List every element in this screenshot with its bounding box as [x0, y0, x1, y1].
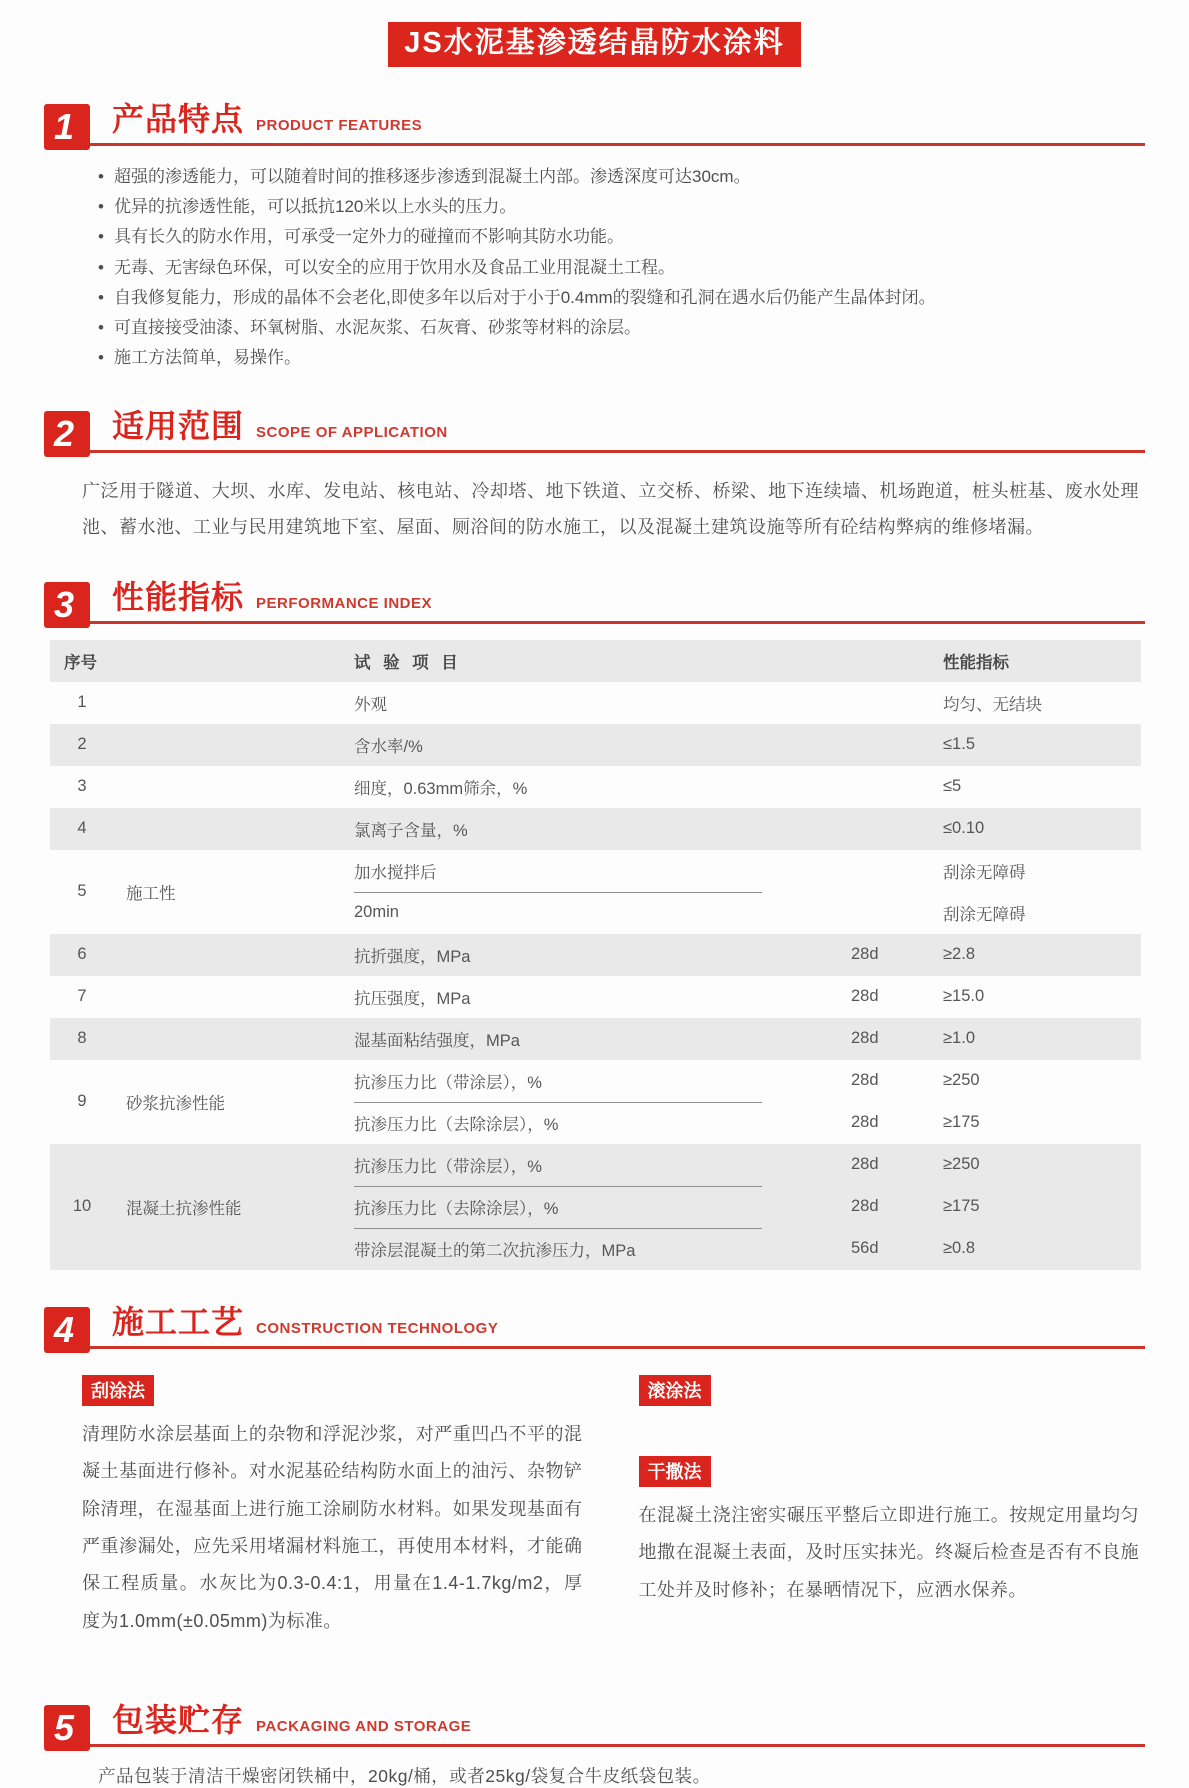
test-item-name: 外观: [354, 695, 387, 714]
method-block: [639, 1375, 1140, 1416]
section-number-2: 2: [44, 411, 90, 457]
feature-bullet: • 自我修复能力，形成的晶体不会老化,即使多年以后对于小于0.4mm的裂缝和孔洞在遇水后仍能产生晶体封闭。: [98, 283, 1141, 313]
row-items: [354, 1144, 1141, 1270]
row-no: 2: [77, 735, 87, 754]
row-category: [114, 976, 354, 1018]
test-item-age: [851, 778, 943, 796]
row-category: [114, 682, 354, 724]
row-sub-item: [354, 1228, 1141, 1270]
test-item-value: ≥175: [943, 1113, 980, 1132]
test-item-age: [851, 820, 943, 838]
method-badge: 干撒法: [639, 1456, 711, 1487]
table-header-row: [50, 640, 1141, 682]
row-items: [354, 724, 1141, 766]
table-row: [50, 808, 1141, 850]
section-header-performance: [44, 575, 1145, 624]
row-items: [354, 934, 1141, 976]
table-row: [50, 976, 1141, 1018]
row-items: [354, 1018, 1141, 1060]
test-item-value: ≤1.5: [943, 735, 975, 754]
test-item-age: [851, 862, 943, 880]
header-no: 序号: [64, 653, 97, 672]
test-item-age: 28d: [851, 945, 879, 964]
test-item-age: 28d: [851, 1113, 879, 1132]
section-number-5: 5: [44, 1705, 90, 1751]
row-sub-item: [354, 892, 1141, 934]
test-item-value: ≤5: [943, 777, 962, 796]
test-item-name: 细度，0.63mm筛余，%: [354, 779, 528, 798]
row-items: [354, 976, 1141, 1018]
test-item-value: ≥175: [943, 1197, 980, 1216]
test-item-value: ≥2.8: [943, 945, 975, 964]
row-no: 8: [77, 1029, 87, 1048]
section-subtitle-features: PRODUCT FEATURES: [256, 116, 423, 134]
row-sub-item: [354, 1144, 1141, 1186]
section-subtitle-scope: SCOPE OF APPLICATION: [256, 423, 448, 441]
row-category: 施工性: [126, 884, 176, 903]
test-item-value: ≥250: [943, 1155, 980, 1174]
section-header-features: [44, 97, 1145, 146]
row-category: [114, 808, 354, 850]
test-item-name: 20min: [354, 903, 399, 922]
test-item-value: ≥0.8: [943, 1239, 975, 1258]
test-item-age: 28d: [851, 1029, 879, 1048]
test-item-value: ≤0.10: [943, 819, 985, 838]
row-no: 3: [77, 777, 87, 796]
row-items: [354, 1060, 1141, 1144]
test-item-age: [851, 736, 943, 754]
feature-bullet: • 具有长久的防水作用，可承受一定外力的碰撞而不影响其防水功能。: [98, 222, 1141, 252]
header-item: 试 验 项 目: [354, 653, 462, 672]
table-row: [50, 934, 1141, 976]
test-item-name: 抗渗压力比（带涂层），%: [354, 1060, 851, 1102]
test-item-name: 抗渗压力比（去除涂层），%: [354, 1186, 851, 1228]
test-item-value: 刮涂无障碍: [943, 863, 1026, 882]
test-item-age: 28d: [851, 1071, 879, 1090]
row-category: 砂浆抗渗性能: [126, 1094, 225, 1113]
test-item-name: 抗压强度，MPa: [354, 989, 471, 1008]
section-subtitle-construction: CONSTRUCTION TECHNOLOGY: [256, 1319, 499, 1337]
feature-bullet: • 可直接接受油漆、环氧树脂、水泥灰浆、石灰膏、砂浆等材料的涂层。: [98, 313, 1141, 343]
test-item-age: 28d: [851, 1155, 879, 1174]
page-title: JS水泥基渗透结晶防水涂料: [388, 22, 800, 67]
table-row: [50, 1060, 1141, 1144]
test-item-age: 56d: [851, 1239, 879, 1258]
test-item-value: 刮涂无障碍: [943, 905, 1026, 924]
test-item-age: [851, 904, 943, 922]
construction-methods: [82, 1375, 1139, 1669]
test-item-name: 抗渗压力比（去除涂层），%: [354, 1115, 559, 1134]
section-subtitle-performance: PERFORMANCE INDEX: [256, 594, 433, 612]
section-header-packaging: [44, 1698, 1145, 1747]
row-sub-item: [354, 682, 1141, 724]
packaging-paragraph: 产品包装于清洁干燥密闭铁桶中，20kg/桶，或者25kg/袋复合牛皮纸袋包装。: [98, 1766, 711, 1787]
test-item-value: ≥15.0: [943, 987, 985, 1006]
performance-table: [50, 640, 1141, 1270]
feature-bullet: • 施工方法简单，易操作。: [98, 343, 1141, 373]
row-category: [114, 724, 354, 766]
method-block: [82, 1375, 583, 1641]
table-row: [50, 1144, 1141, 1270]
section-title-features: 产品特点: [112, 100, 245, 137]
section-title-performance: 性能指标: [112, 578, 245, 615]
row-sub-item: [354, 934, 1141, 976]
table-row: [50, 1018, 1141, 1060]
scope-paragraph: 广泛用于隧道、大坝、水库、发电站、核电站、冷却塔、地下铁道、立交桥、桥梁、地下连续墙、机场跑道，桩头桩基、废水处理池、蓄水池、工业与民用建筑地下室、屋面、厕浴间的防水施工，以及混凝土建筑设施等所有砼结构弊病的维修堵漏。: [82, 480, 1139, 537]
row-no: 10: [72, 1197, 92, 1216]
row-items: [354, 682, 1141, 724]
section-number-1: 1: [44, 104, 90, 150]
row-no: 6: [77, 945, 87, 964]
section-number-4: 4: [44, 1307, 90, 1353]
table-row: [50, 850, 1141, 934]
table-row: [50, 766, 1141, 808]
test-item-age: 28d: [851, 1197, 879, 1216]
feature-bullet: • 超强的渗透能力，可以随着时间的推移逐步渗透到混凝土内部。渗透深度可达30cm。: [98, 162, 1141, 192]
section-header-scope: [44, 404, 1145, 453]
row-category: [114, 766, 354, 808]
test-item-name: 氯离子含量，%: [354, 821, 468, 840]
features-list: [98, 162, 1141, 374]
row-sub-item: [354, 808, 1141, 850]
test-item-name: 含水率/%: [354, 737, 423, 756]
test-item-age: [851, 694, 943, 712]
title-wrap: [0, 22, 1189, 67]
row-no: 4: [77, 819, 87, 838]
method-badge: 刮涂法: [82, 1375, 154, 1406]
row-category: 混凝土抗渗性能: [126, 1199, 242, 1218]
row-no: 9: [77, 1092, 87, 1111]
row-sub-item: [354, 766, 1141, 808]
test-item-value: ≥1.0: [943, 1029, 975, 1048]
row-category: [114, 1018, 354, 1060]
table-row: [50, 682, 1141, 724]
test-item-value: 均匀、无结块: [943, 695, 1042, 714]
feature-bullet: • 无毒、无害绿色环保，可以安全的应用于饮用水及食品工业用混凝土工程。: [98, 253, 1141, 283]
header-age-spacer: [851, 652, 943, 670]
row-sub-item: [354, 1186, 1141, 1228]
header-cat-spacer: [114, 640, 354, 682]
section-title-construction: 施工工艺: [112, 1303, 245, 1340]
row-no: 1: [77, 693, 87, 712]
row-sub-item: [354, 976, 1141, 1018]
row-items: [354, 850, 1141, 934]
row-sub-item: [354, 850, 1141, 892]
section-title-scope: 适用范围: [112, 407, 245, 444]
feature-bullet: • 优异的抗渗透性能，可以抵抗120米以上水头的压力。: [98, 192, 1141, 222]
row-sub-item: [354, 1102, 1141, 1144]
methods-column-left: [82, 1375, 583, 1669]
section-subtitle-packaging: PACKAGING AND STORAGE: [256, 1718, 472, 1736]
row-sub-item: [354, 1018, 1141, 1060]
row-no: 5: [77, 882, 87, 901]
row-category: [114, 934, 354, 976]
method-badge: 滚涂法: [639, 1375, 711, 1406]
section-title-packaging: 包装贮存: [112, 1702, 245, 1739]
row-items: [354, 766, 1141, 808]
test-item-age: 28d: [851, 987, 879, 1006]
test-item-name: 抗渗压力比（带涂层），%: [354, 1144, 851, 1186]
test-item-value: ≥250: [943, 1071, 980, 1090]
test-item-name: 带涂层混凝土的第二次抗渗压力，MPa: [354, 1241, 636, 1260]
section-number-3: 3: [44, 582, 90, 628]
row-sub-item: [354, 1060, 1141, 1102]
test-item-name: 湿基面粘结强度，MPa: [354, 1031, 520, 1050]
test-item-name: 抗折强度，MPa: [354, 947, 471, 966]
methods-column-right: [639, 1375, 1140, 1669]
row-no: 7: [77, 987, 87, 1006]
method-text: 清理防水涂层基面上的杂物和浮泥沙浆，对严重凹凸不平的混凝土基面进行修补。对水泥基砼结构防水面上的油污、杂物铲除清理，在湿基面上进行施工涂刷防水材料。如果发现基面有严重渗漏处，应先采用堵漏材料施工，再使用本材料，才能确保工程质量。水灰比为0.3-0.4:1，用量在1.4-1.7kg/m2，厚度为1.0mm(±0.05mm)为标准。: [82, 1423, 583, 1631]
method-text: 在混凝土浇注密实碾压平整后立即进行施工。按规定用量均匀地撒在混凝土表面，及时压实抹光。终凝后检查是否有不良施工处并及时修补；在暴晒情况下，应洒水保养。: [638, 1504, 1139, 1600]
section-header-construction: [44, 1300, 1145, 1349]
header-index: 性能指标: [943, 653, 1009, 672]
row-items: [354, 808, 1141, 850]
row-sub-item: [354, 724, 1141, 766]
method-block: [639, 1456, 1140, 1609]
table-row: [50, 724, 1141, 766]
test-item-name: 加水搅拌后: [354, 850, 851, 892]
